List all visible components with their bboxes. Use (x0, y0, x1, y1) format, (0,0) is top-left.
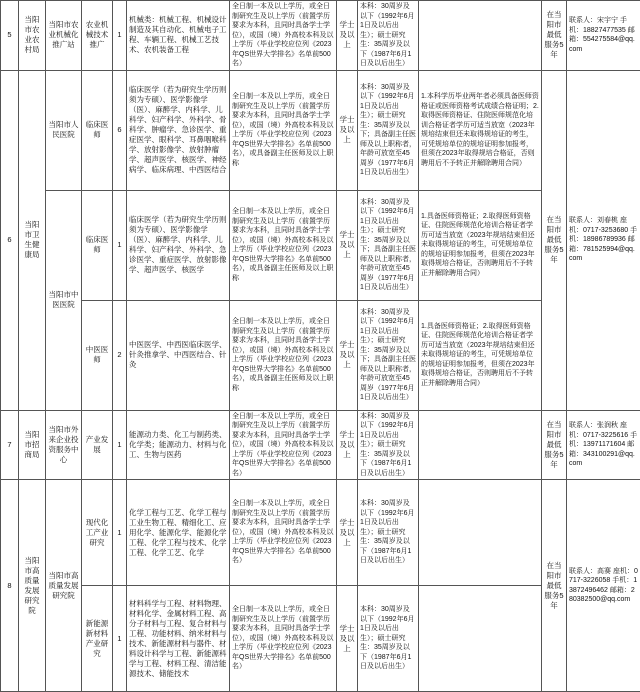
age-requirement: 本科：30周岁及以下（1992年6月1日及以后出生）；硕士研究生：35周岁及以下（1987年6月1日及以后出生） (358, 586, 419, 692)
table-row (1, 410, 640, 480)
major-requirement: 机械类：机械工程、机械设计制造及其自动化、机械电子工程、车辆工程、机械工艺技术、农机装备工程 (127, 1, 230, 71)
education-requirement: 全日制一本及以上学历，或全日制研究生及以上学历（前置学历要求为本科，且同时具备学士学位），或国（境）外高校本科及以上学历（毕业学校应位列《2023年QS世界大学排名》名单前500名），或具备副主任医师及以上职称 (230, 190, 337, 300)
major-requirement: 临床医学（若为研究生学历则须为专硕）、医学影像学（医）、麻醉学、内科学、儿科学、妇产科学、外科学、骨科学、肿瘤学、急诊医学、重症医学、眼科学、耳鼻咽喉科学、放射影像学、放射肿瘤学、超声医学、核医学、神经病学、临床病理、中西医结合 (127, 70, 230, 190)
other-requirement (419, 586, 542, 692)
age-requirement: 本科：30周岁及以下（1992年6月1日及以后出生）；硕士研究生：35周岁及以下（1987年6月1日及以后出生） (358, 480, 419, 586)
other-requirement (419, 1, 542, 71)
education-requirement: 全日制一本及以上学历，或全日制研究生及以上学历（前置学历要求为本科，且同时具备学士学位），或国（境）外高校本科及以上学历（毕业学校应位列《2023年QS世界大学排名》名单前500名） (230, 1, 337, 71)
degree-requirement: 学士及以上 (337, 410, 358, 480)
contact-info: 联系人：高赛 座机：0717-3226058 手机：13872496462 邮箱：280382500@qq.com (567, 480, 640, 692)
age-requirement: 本科：30周岁及以下（1992年6月1日及以后出生）；硕士研究生：35周岁及以下（1987年6月1日及以后出生） (358, 410, 419, 480)
post-name: 农业机械技术推广 (82, 1, 113, 71)
headcount: 1 (113, 480, 127, 586)
headcount: 1 (113, 410, 127, 480)
row-number: 6 (1, 70, 19, 410)
headcount: 2 (113, 300, 127, 410)
education-requirement: 全日制一本及以上学历，或全日制研究生及以上学历（前置学历要求为本科，且同时具备学士学位），或国（境）外高校本科及以上学历（毕业学校应位列《2023年QS世界大学排名》名单前500名），或具备副主任医师及以上职称 (230, 70, 337, 190)
post-name: 产业发展 (82, 410, 113, 480)
other-requirement: 1.具备医师资格证；2.取得医师资格证、住院医师规范化培训合格证者学历可适当放宽（2023年规培结束但还未取得规培证的考生，可凭规培单位的规培证明参加报考，但须在2023年取得规培合格证，否则聘用后不予转正并解除聘用合同） (419, 190, 542, 300)
education-requirement: 全日制一本及以上学历，或全日制研究生及以上学历（前置学历要求为本科，且同时具备学士学位），或国（境）外高校本科及以上学历（毕业学校应位列《2023年QS世界大学排名》名单前500名），或具备副主任医师及以上职称 (230, 300, 337, 410)
employer: 当阳市外来企业投资服务中心 (46, 410, 82, 480)
degree-requirement: 学士及以上 (337, 586, 358, 692)
headcount: 1 (113, 586, 127, 692)
degree-requirement: 学士及以上 (337, 1, 358, 71)
post-name: 中医医师 (82, 300, 113, 410)
post-name: 现代化工产业研究 (82, 480, 113, 586)
education-requirement: 全日制一本及以上学历，或全日制研究生及以上学历（前置学历要求为本科，且同时具备学士学位），或国（境）外高校本科及以上学历（毕业学校应位列《2023年QS世界大学排名》名单前500名） (230, 410, 337, 480)
age-requirement: 本科：30周岁及以下（1992年6月1日及以后出生）；硕士研究生：35周岁及以下；具备副主任医师及以上职称者，年龄可放宽至45周岁（1977年6月1日及以后出生） (358, 300, 419, 410)
headcount: 1 (113, 1, 127, 71)
degree-requirement: 学士及以上 (337, 480, 358, 586)
contact-info: 联系人：刘春桃 座机：0717-3253680 手机：18986789936 邮箱：781525994@qq.com (567, 70, 640, 410)
employer: 当阳市中医医院 (46, 190, 82, 410)
degree-requirement: 学士及以上 (337, 190, 358, 300)
major-requirement: 能源动力类、化工与制药类、化学类；能源动力、材料与化工、生物与医药 (127, 410, 230, 480)
row-number: 7 (1, 410, 19, 480)
degree-requirement: 学士及以上 (337, 300, 358, 410)
table-row (1, 480, 640, 586)
employer: 当阳市人民医院 (46, 70, 82, 190)
age-requirement: 本科：30周岁及以下（1992年6月1日及以后出生）；硕士研究生：35周岁及以下；具备副主任医师及以上职称者，年龄可放宽至45周岁（1977年6月1日及以后出生） (358, 70, 419, 190)
service-term: 在当阳市最低服务5年 (542, 480, 567, 692)
age-requirement: 本科：30周岁及以下（1992年6月1日及以后出生）；硕士研究生：35周岁及以下；具备副主任医师及以上职称者，年龄可放宽至45周岁（1977年6月1日及以后出生） (358, 190, 419, 300)
department: 当阳市卫生健康局 (19, 70, 46, 410)
post-name: 新能源新材料产业研究 (82, 586, 113, 692)
age-requirement: 本科：30周岁及以下（1992年6月1日及以后出生）；硕士研究生：35周岁及以下（1987年6月1日及以后出生） (358, 1, 419, 71)
other-requirement: 1.具备医师资格证；2.取得医师资格证、住院医师规范化培训合格证者学历可适当放宽（2023年规培结束但还未取得规培证的考生，可凭规培单位的规培证明参加报考，但须在2023年取得规培合格证，否则聘用后不予转正并解除聘用合同） (419, 300, 542, 410)
major-requirement: 临床医学（若为研究生学历则须为专硕）、医学影像学（医）、麻醉学、内科学、儿科学、妇产科学、外科学、急诊医学、重症医学、放射影像学、超声医学、核医学 (127, 190, 230, 300)
contact-info: 联系人：张润秋 座机：0717-3225616 手机：13971171604 邮箱：343100291@qq.com (567, 410, 640, 480)
major-requirement: 化学工程与工艺、化学工程与工业生物工程、精细化工、应用化学、能源化学、能源化学工程、化学工程与技术、化学工程、化学工艺、化学 (127, 480, 230, 586)
education-requirement: 全日制一本及以上学历，或全日制研究生及以上学历（前置学历要求为本科，且同时具备学士学位），或国（境）外高校本科及以上学历（毕业学校应位列《2023年QS世界大学排名》名单前500名） (230, 586, 337, 692)
post-name: 临床医师 (82, 70, 113, 190)
headcount: 6 (113, 70, 127, 190)
post-name: 临床医师 (82, 190, 113, 300)
service-term: 在当阳市最低服务5年 (542, 70, 567, 410)
row-number: 5 (1, 1, 19, 71)
table-row (1, 70, 640, 190)
table-row (1, 1, 640, 71)
row-number: 8 (1, 480, 19, 692)
other-requirement (419, 410, 542, 480)
contact-info: 联系人：宋宇宁 手机：18827477535 邮箱：554275584@qq.com (567, 1, 640, 71)
other-requirement (419, 480, 542, 586)
employer: 当阳市农业机械化推广站 (46, 1, 82, 71)
department: 当阳市招商局 (19, 410, 46, 480)
department: 当阳市高质量发展研究院 (19, 480, 46, 692)
education-requirement: 全日制一本及以上学历，或全日制研究生及以上学历（前置学历要求为本科，且同时具备学士学位），或国（境）外高校本科及以上学历（毕业学校应位列《2023年QS世界大学排名》名单前500名） (230, 480, 337, 586)
other-requirement: 1.本科学历毕业两年者必须具备医师资格证或医师资格考试成绩合格证明；2.取得医师资格证、住院医师规范化培训合格证者学历可适当放宽（2023年规培结束但还未取得规培证的考生，可凭规培单位的规培证明参加报考，但须在2023年取得规培合格证，否则聘用后不予转正并解除聘用合同） (419, 70, 542, 190)
major-requirement: 中医医学、中西医临床医学、针灸推拿学、中西医结合、针灸 (127, 300, 230, 410)
department: 当阳市农业农村局 (19, 1, 46, 71)
service-term: 在当阳市最低服务5年 (542, 1, 567, 71)
headcount: 1 (113, 190, 127, 300)
service-term: 在当阳市最低服务5年 (542, 410, 567, 480)
major-requirement: 材料科学与工程、材料物理、材料化学、金属材料工程、高分子材料与工程、复合材料与工程、功能材料、纳米材料与技术、新能源材料与器件、材料设计科学与工程、新能源科学与工程、材料工程、清洁能源技术、储能技术 (127, 586, 230, 692)
degree-requirement: 学士及以上 (337, 70, 358, 190)
employer: 当阳市高质量发展研究院 (46, 480, 82, 692)
